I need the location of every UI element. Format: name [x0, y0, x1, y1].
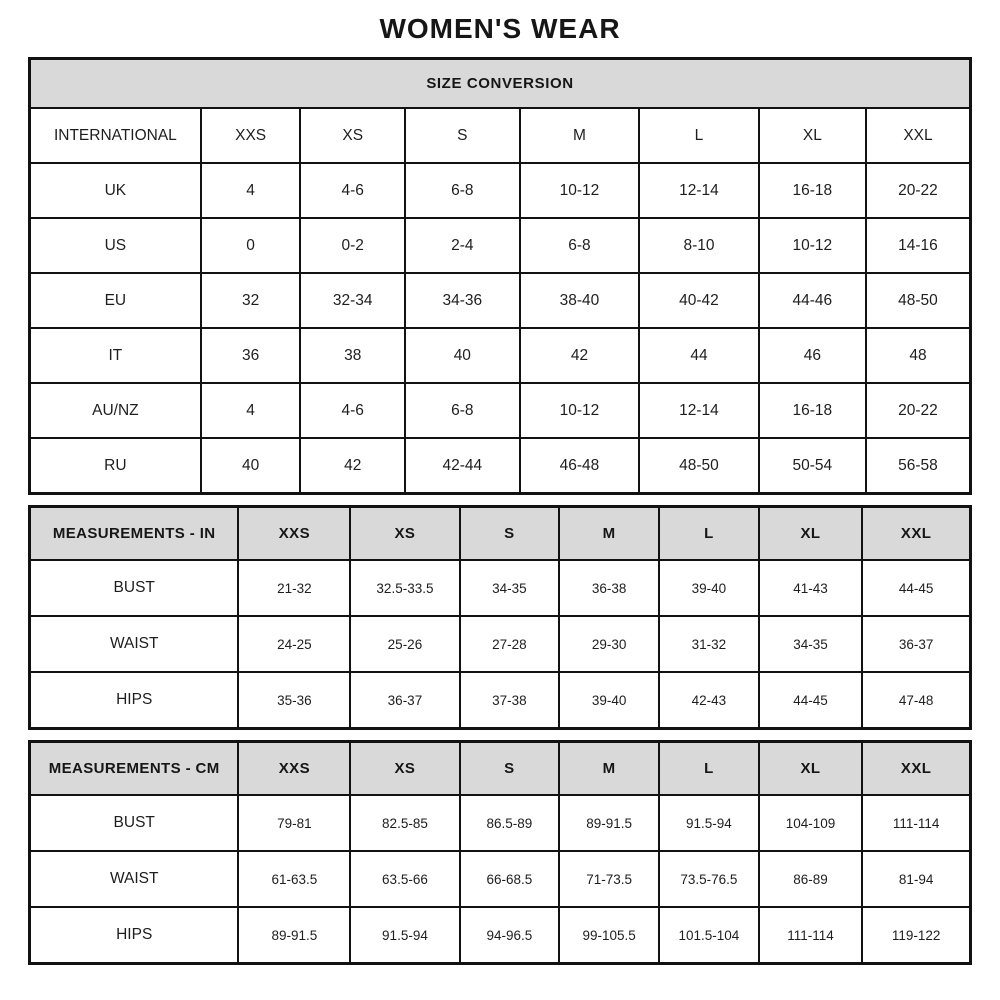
size-cell: 46-48 — [520, 438, 640, 494]
column-header: XXS — [201, 108, 301, 163]
measurement-cell: 27-28 — [460, 616, 560, 672]
size-conversion-header-row — [30, 59, 971, 109]
column-header: S — [460, 742, 560, 796]
measurement-cell: 81-94 — [862, 851, 970, 907]
column-header: L — [659, 742, 759, 796]
measurement-cell: 79-81 — [238, 795, 350, 851]
measurement-cell: 36-37 — [350, 672, 459, 729]
measurement-cell: 35-36 — [238, 672, 350, 729]
column-header: M — [559, 742, 659, 796]
measurement-cell: 36-38 — [559, 560, 659, 616]
size-cell: 40-42 — [639, 273, 759, 328]
size-cell: 10-12 — [520, 383, 640, 438]
measurement-cell: 61-63.5 — [238, 851, 350, 907]
size-cell: 12-14 — [639, 383, 759, 438]
measurement-cell: 44-45 — [759, 672, 863, 729]
page-title: WOMEN'S WEAR — [379, 13, 621, 44]
row-label: RU — [30, 438, 201, 494]
measurement-cell: 44-45 — [862, 560, 970, 616]
measurements-in-title: MEASUREMENTS - IN — [30, 507, 239, 561]
measurement-cell: 119-122 — [862, 907, 970, 964]
measurements-cm-table — [28, 740, 972, 965]
measurements-in-header-row — [30, 507, 971, 561]
measurements-cm-header-row — [30, 742, 971, 796]
size-cell: 42 — [300, 438, 404, 494]
column-header: M — [559, 507, 659, 561]
measurement-cell: 66-68.5 — [460, 851, 560, 907]
size-cell: 16-18 — [759, 383, 866, 438]
column-header: INTERNATIONAL — [30, 108, 201, 163]
size-cell: 2-4 — [405, 218, 520, 273]
measurement-cell: 31-32 — [659, 616, 759, 672]
size-cell: 40 — [201, 438, 301, 494]
size-cell: 14-16 — [866, 218, 971, 273]
column-header: XXL — [862, 742, 970, 796]
measurement-cell: 36-37 — [862, 616, 970, 672]
measurement-cell: 47-48 — [862, 672, 970, 729]
size-cell: 40 — [405, 328, 520, 383]
measurement-cell: 94-96.5 — [460, 907, 560, 964]
measurement-cell: 111-114 — [862, 795, 970, 851]
size-cell: 4-6 — [300, 383, 404, 438]
size-cell: 42 — [520, 328, 640, 383]
column-header: XXS — [238, 742, 350, 796]
table-row-eu — [30, 273, 971, 328]
size-conversion-table — [28, 57, 972, 495]
column-header: XXS — [238, 507, 350, 561]
size-cell: 0-2 — [300, 218, 404, 273]
table-row-us — [30, 218, 971, 273]
measurement-cell: 101.5-104 — [659, 907, 759, 964]
size-cell: 0 — [201, 218, 301, 273]
table-row-hips-cm — [30, 907, 971, 964]
row-label: HIPS — [30, 672, 239, 729]
size-cell: 8-10 — [639, 218, 759, 273]
size-cell: 50-54 — [759, 438, 866, 494]
column-header: S — [405, 108, 520, 163]
size-cell: 4-6 — [300, 163, 404, 218]
row-label: EU — [30, 273, 201, 328]
measurement-cell: 89-91.5 — [238, 907, 350, 964]
table-row-ru — [30, 438, 971, 494]
column-header: XL — [759, 108, 866, 163]
column-header: L — [659, 507, 759, 561]
measurement-cell: 39-40 — [559, 672, 659, 729]
measurement-cell: 71-73.5 — [559, 851, 659, 907]
measurement-cell: 34-35 — [460, 560, 560, 616]
measurement-cell: 25-26 — [350, 616, 459, 672]
size-cell: 44 — [639, 328, 759, 383]
measurement-cell: 32.5-33.5 — [350, 560, 459, 616]
measurement-cell: 37-38 — [460, 672, 560, 729]
row-label: US — [30, 218, 201, 273]
size-cell: 46 — [759, 328, 866, 383]
table-row-bust-in — [30, 560, 971, 616]
size-cell: 16-18 — [759, 163, 866, 218]
measurement-cell: 82.5-85 — [350, 795, 459, 851]
row-label: WAIST — [30, 851, 239, 907]
measurement-cell: 91.5-94 — [350, 907, 459, 964]
measurement-cell: 42-43 — [659, 672, 759, 729]
measurement-cell: 21-32 — [238, 560, 350, 616]
row-label: BUST — [30, 560, 239, 616]
measurement-cell: 34-35 — [759, 616, 863, 672]
size-cell: 20-22 — [866, 163, 971, 218]
size-conversion-title: SIZE CONVERSION — [30, 59, 971, 109]
table-row-bust-cm — [30, 795, 971, 851]
size-cell: 38-40 — [520, 273, 640, 328]
measurement-cell: 24-25 — [238, 616, 350, 672]
measurement-cell: 86.5-89 — [460, 795, 560, 851]
measurement-cell: 73.5-76.5 — [659, 851, 759, 907]
column-header: XS — [300, 108, 404, 163]
size-cell: 34-36 — [405, 273, 520, 328]
measurement-cell: 41-43 — [759, 560, 863, 616]
row-label: WAIST — [30, 616, 239, 672]
table-row-uk — [30, 163, 971, 218]
column-header: XS — [350, 507, 459, 561]
table-row-hips-in — [30, 672, 971, 729]
table-row-waist-cm — [30, 851, 971, 907]
size-cell: 44-46 — [759, 273, 866, 328]
column-header: XS — [350, 742, 459, 796]
row-label: BUST — [30, 795, 239, 851]
size-cell: 38 — [300, 328, 404, 383]
size-cell: 6-8 — [405, 383, 520, 438]
measurement-cell: 29-30 — [559, 616, 659, 672]
size-cell: 48-50 — [866, 273, 971, 328]
measurement-cell: 86-89 — [759, 851, 863, 907]
measurement-cell: 89-91.5 — [559, 795, 659, 851]
size-cell: 20-22 — [866, 383, 971, 438]
measurements-cm-title: MEASUREMENTS - CM — [30, 742, 239, 796]
table-row-it — [30, 328, 971, 383]
measurement-cell: 104-109 — [759, 795, 863, 851]
measurement-cell: 99-105.5 — [559, 907, 659, 964]
column-header: M — [520, 108, 640, 163]
column-header: XL — [759, 742, 863, 796]
measurement-cell: 111-114 — [759, 907, 863, 964]
measurements-in-table — [28, 505, 972, 730]
size-cell: 10-12 — [759, 218, 866, 273]
row-label: UK — [30, 163, 201, 218]
size-cell: 32 — [201, 273, 301, 328]
row-label: IT — [30, 328, 201, 383]
column-header: L — [639, 108, 759, 163]
size-cell: 48-50 — [639, 438, 759, 494]
size-cell: 4 — [201, 383, 301, 438]
table-row-waist-in — [30, 616, 971, 672]
column-header: XL — [759, 507, 863, 561]
size-cell: 36 — [201, 328, 301, 383]
column-header: XXL — [862, 507, 970, 561]
column-header: S — [460, 507, 560, 561]
row-label: HIPS — [30, 907, 239, 964]
measurement-cell: 39-40 — [659, 560, 759, 616]
size-cell: 4 — [201, 163, 301, 218]
size-cell: 32-34 — [300, 273, 404, 328]
size-cell: 6-8 — [405, 163, 520, 218]
size-cell: 10-12 — [520, 163, 640, 218]
size-cell: 6-8 — [520, 218, 640, 273]
measurement-cell: 63.5-66 — [350, 851, 459, 907]
size-cell: 56-58 — [866, 438, 971, 494]
table-row-aunz — [30, 383, 971, 438]
row-label: AU/NZ — [30, 383, 201, 438]
column-header: XXL — [866, 108, 971, 163]
size-conversion-column-header-row — [30, 108, 971, 163]
size-cell: 48 — [866, 328, 971, 383]
measurement-cell: 91.5-94 — [659, 795, 759, 851]
size-cell: 42-44 — [405, 438, 520, 494]
size-cell: 12-14 — [639, 163, 759, 218]
